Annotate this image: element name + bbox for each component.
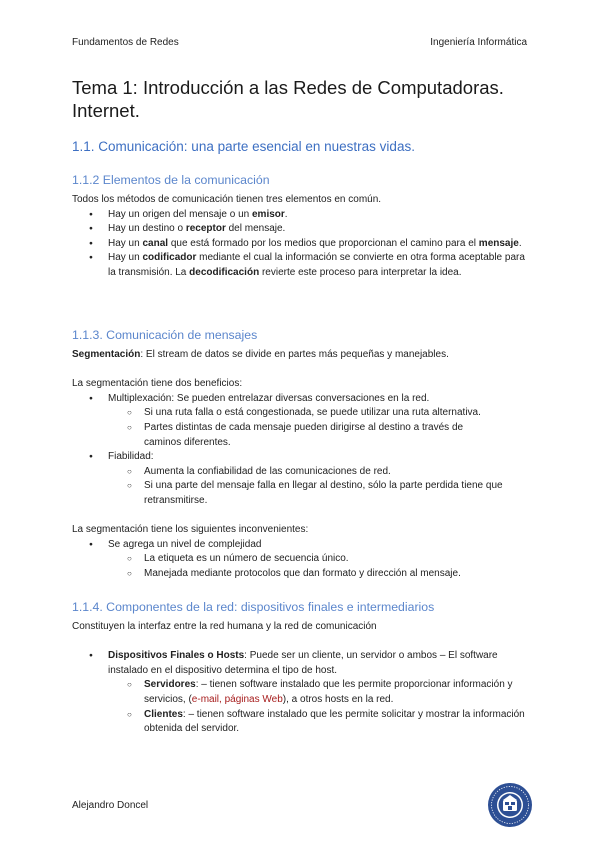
email-web-link[interactable]: e-mail, páginas Web (191, 693, 283, 705)
section-1-1-heading: 1.1. Comunicación: una parte esencial en nuestras vidas. (72, 139, 415, 154)
paragraph: La segmentación tiene dos beneficios: (72, 378, 243, 390)
paragraph: Constituyen la interfaz entre la red humana y la red de comunicación (72, 621, 377, 632)
list-item: ● Multiplexación: Se pueden entrelazar diversas conversaciones en la red. (72, 392, 532, 407)
list-item: ● Hay un origen del mensaje o un emisor. (72, 208, 532, 223)
header-course: Fundamentos de Redes (72, 37, 179, 48)
list-subitem: ○ La etiqueta es un número de secuencia único. (72, 552, 532, 567)
components-list (72, 649, 532, 737)
list-item: ● Se agrega un nivel de complejidad (72, 538, 532, 553)
list-subitem: ○ Manejada mediante protocolos que dan formato y dirección al mensaje. (72, 567, 532, 582)
section-1-1-3-heading: 1.1.3. Comunicación de mensajes (72, 328, 258, 342)
section-1-1-3-body (72, 348, 532, 582)
page-title: Tema 1: Introducción a las Redes de Computadoras. Internet. (72, 77, 504, 121)
elements-list (72, 208, 532, 281)
list-subitem: ○ Clientes: – tienen software instalado que les permite solicitar y mostrar la información obtenida del servidor. (72, 708, 532, 737)
segmentation-definition: Segmentación: El stream de datos se divide en partes más pequeñas y manejables. (72, 349, 449, 360)
list-subitem: ○ Si una ruta falla o está congestionada, se puede utilizar una ruta alternativa. (72, 406, 532, 421)
section-1-1-2-body (72, 193, 532, 281)
footer-author: Alejandro Doncel (72, 800, 149, 811)
list-item: ● Dispositivos Finales o Hosts: Puede ser un cliente, un servidor o ambos – El software instalado en el dispositivo determina el tipo de host. (72, 649, 532, 678)
list-subitem: ○ Si una parte del mensaje falla en llegar al destino, sólo la parte perdida tiene que retransmitirse. (72, 479, 532, 508)
paragraph: Todos los métodos de comunicación tienen tres elementos en común. (72, 194, 382, 205)
university-seal-icon (487, 782, 533, 828)
list-subitem: ○ Aumenta la confiabilidad de las comunicaciones de red. (72, 465, 532, 480)
header-degree: Ingeniería Informática (430, 37, 527, 48)
drawbacks-list (72, 538, 532, 582)
list-subitem: ○ Servidores: – tienen software instalado que les permite proporcionar información y servicios, (e-mail, páginas Web), a otros hosts en la red. (72, 678, 532, 707)
section-1-1-4-heading: 1.1.4. Componentes de la red: dispositivos finales e intermediarios (72, 600, 435, 614)
list-item: ● Hay un codificador mediante el cual la información se convierte en otra forma aceptable para la transmisión. La decodificación revierte este proceso para interpretar la idea. (72, 251, 532, 280)
list-item: ● Hay un destino o receptor del mensaje. (72, 222, 532, 237)
benefits-list (72, 392, 532, 509)
section-1-1-4-body (72, 620, 532, 737)
paragraph: La segmentación tiene los siguientes inconvenientes: (72, 524, 309, 536)
section-1-1-2-heading: 1.1.2 Elementos de la comunicación (72, 173, 270, 187)
list-item: ● Hay un canal que está formado por los medios que proporcionan el camino para el mensaje. (72, 237, 532, 252)
list-item: ● Fiabilidad: (72, 450, 532, 465)
list-subitem: ○ Partes distintas de cada mensaje pueden dirigirse al destino a través de caminos diferentes. (72, 421, 532, 450)
